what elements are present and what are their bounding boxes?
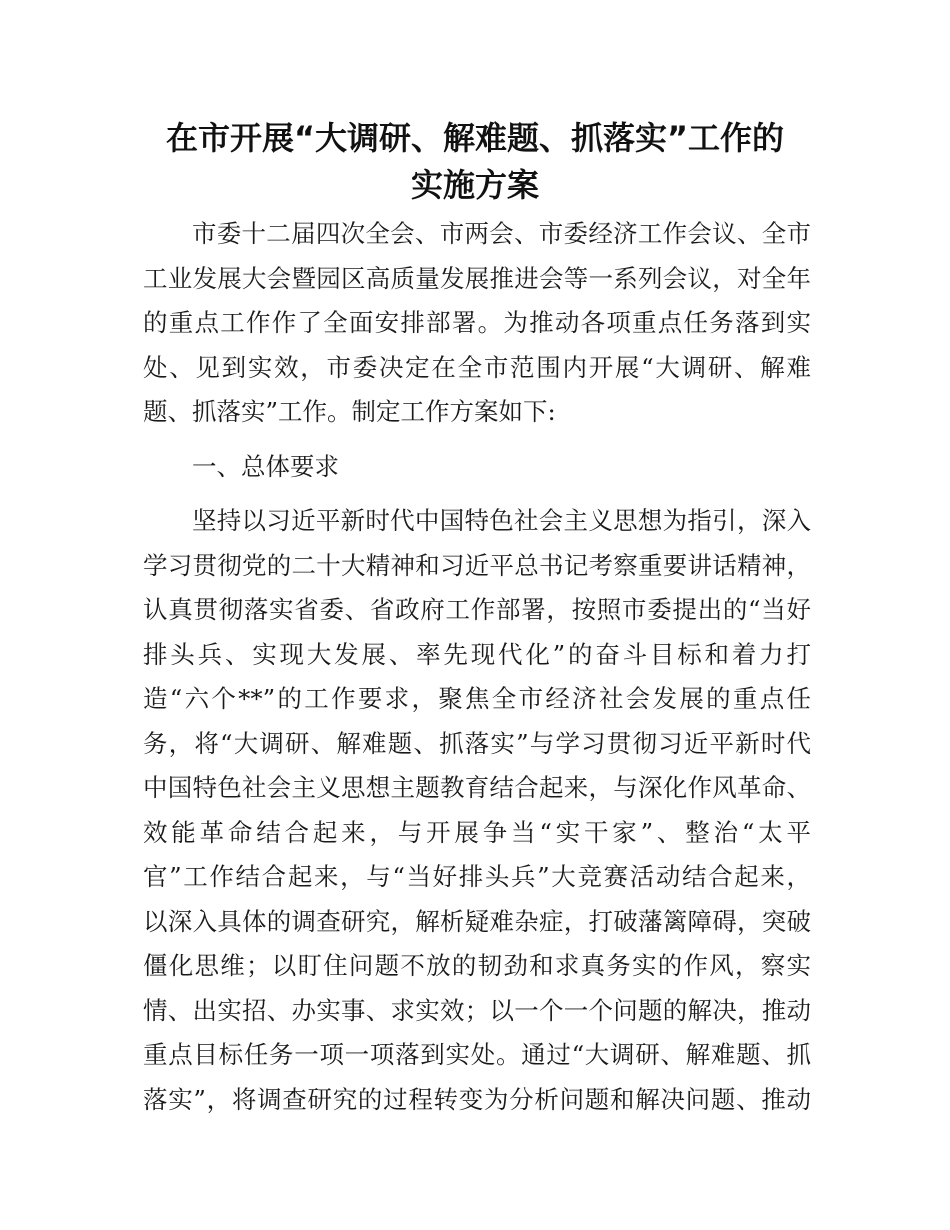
document-body [143, 212, 811, 1132]
intro-paragraph [143, 212, 811, 435]
paragraph-line: 官”工作结合起来，与“当好排头兵”大竞赛活动结合起来， [143, 862, 811, 891]
paragraph-line: 学习贯彻党的二十大精神和习近平总书记考察重要讲话精神， [143, 550, 811, 580]
paragraph-line: 落实”，将调查研究的过程转变为分析问题和解决问题、推动 [143, 1084, 811, 1114]
paragraph-line: 效能革命结合起来，与开展争当“实干家”、整治“太平 [143, 817, 811, 847]
document-title-line-2: 实施方案 [410, 166, 539, 204]
paragraph-line: 造“六个**”的工作要求，聚焦全市经济社会发展的重点任 [143, 684, 811, 713]
paragraph-line: 的重点工作作了全面安排部署。为推动各项重点任务落到实 [143, 308, 811, 337]
paragraph-line: 处、见到实效，市委决定在全市范围内开展“大调研、解难 [143, 352, 811, 382]
paragraph-line: 题、抓落实”工作。制定工作方案如下: [143, 397, 556, 426]
paragraph-line: 重点目标任务一项一项落到实处。通过“大调研、解难题、抓 [143, 1040, 811, 1069]
document-title-line-1: 在市开展“大调研、解难题、抓落实”工作的 [165, 119, 785, 157]
paragraph-line: 认真贯彻落实省委、省政府工作部署，按照市委提出的“当好 [143, 595, 811, 624]
section-heading-paragraph [143, 445, 811, 490]
paragraph-line: 市委十二届四次全会、市两会、市委经济工作会议、全市 [192, 219, 811, 248]
paragraph-line: 务，将“大调研、解难题、抓落实”与学习贯彻习近平新时代 [143, 728, 811, 758]
requirements-paragraph [143, 499, 811, 1122]
paragraph-line: 以深入具体的调查研究，解析疑难杂症，打破藩篱障碍，突破 [143, 906, 811, 936]
paragraph-line: 情、出实招、办实事、求实效；以一个一个问题的解决，推动 [143, 995, 811, 1025]
paragraph-line: 坚持以习近平新时代中国特色社会主义思想为指引，深入 [192, 506, 811, 535]
section-heading: 一、总体要求 [192, 451, 339, 481]
paragraph-line: 工业发展大会暨园区高质量发展推进会等一系列会议，对全年 [143, 263, 811, 293]
paragraph-line: 僵化思维；以盯住问题不放的韧劲和求真务实的作风，察实 [143, 951, 811, 980]
paragraph-line: 中国特色社会主义思想主题教育结合起来，与深化作风革命、 [143, 773, 811, 802]
paragraph-line: 排头兵、实现大发展、率先现代化”的奋斗目标和着力打 [143, 639, 811, 669]
